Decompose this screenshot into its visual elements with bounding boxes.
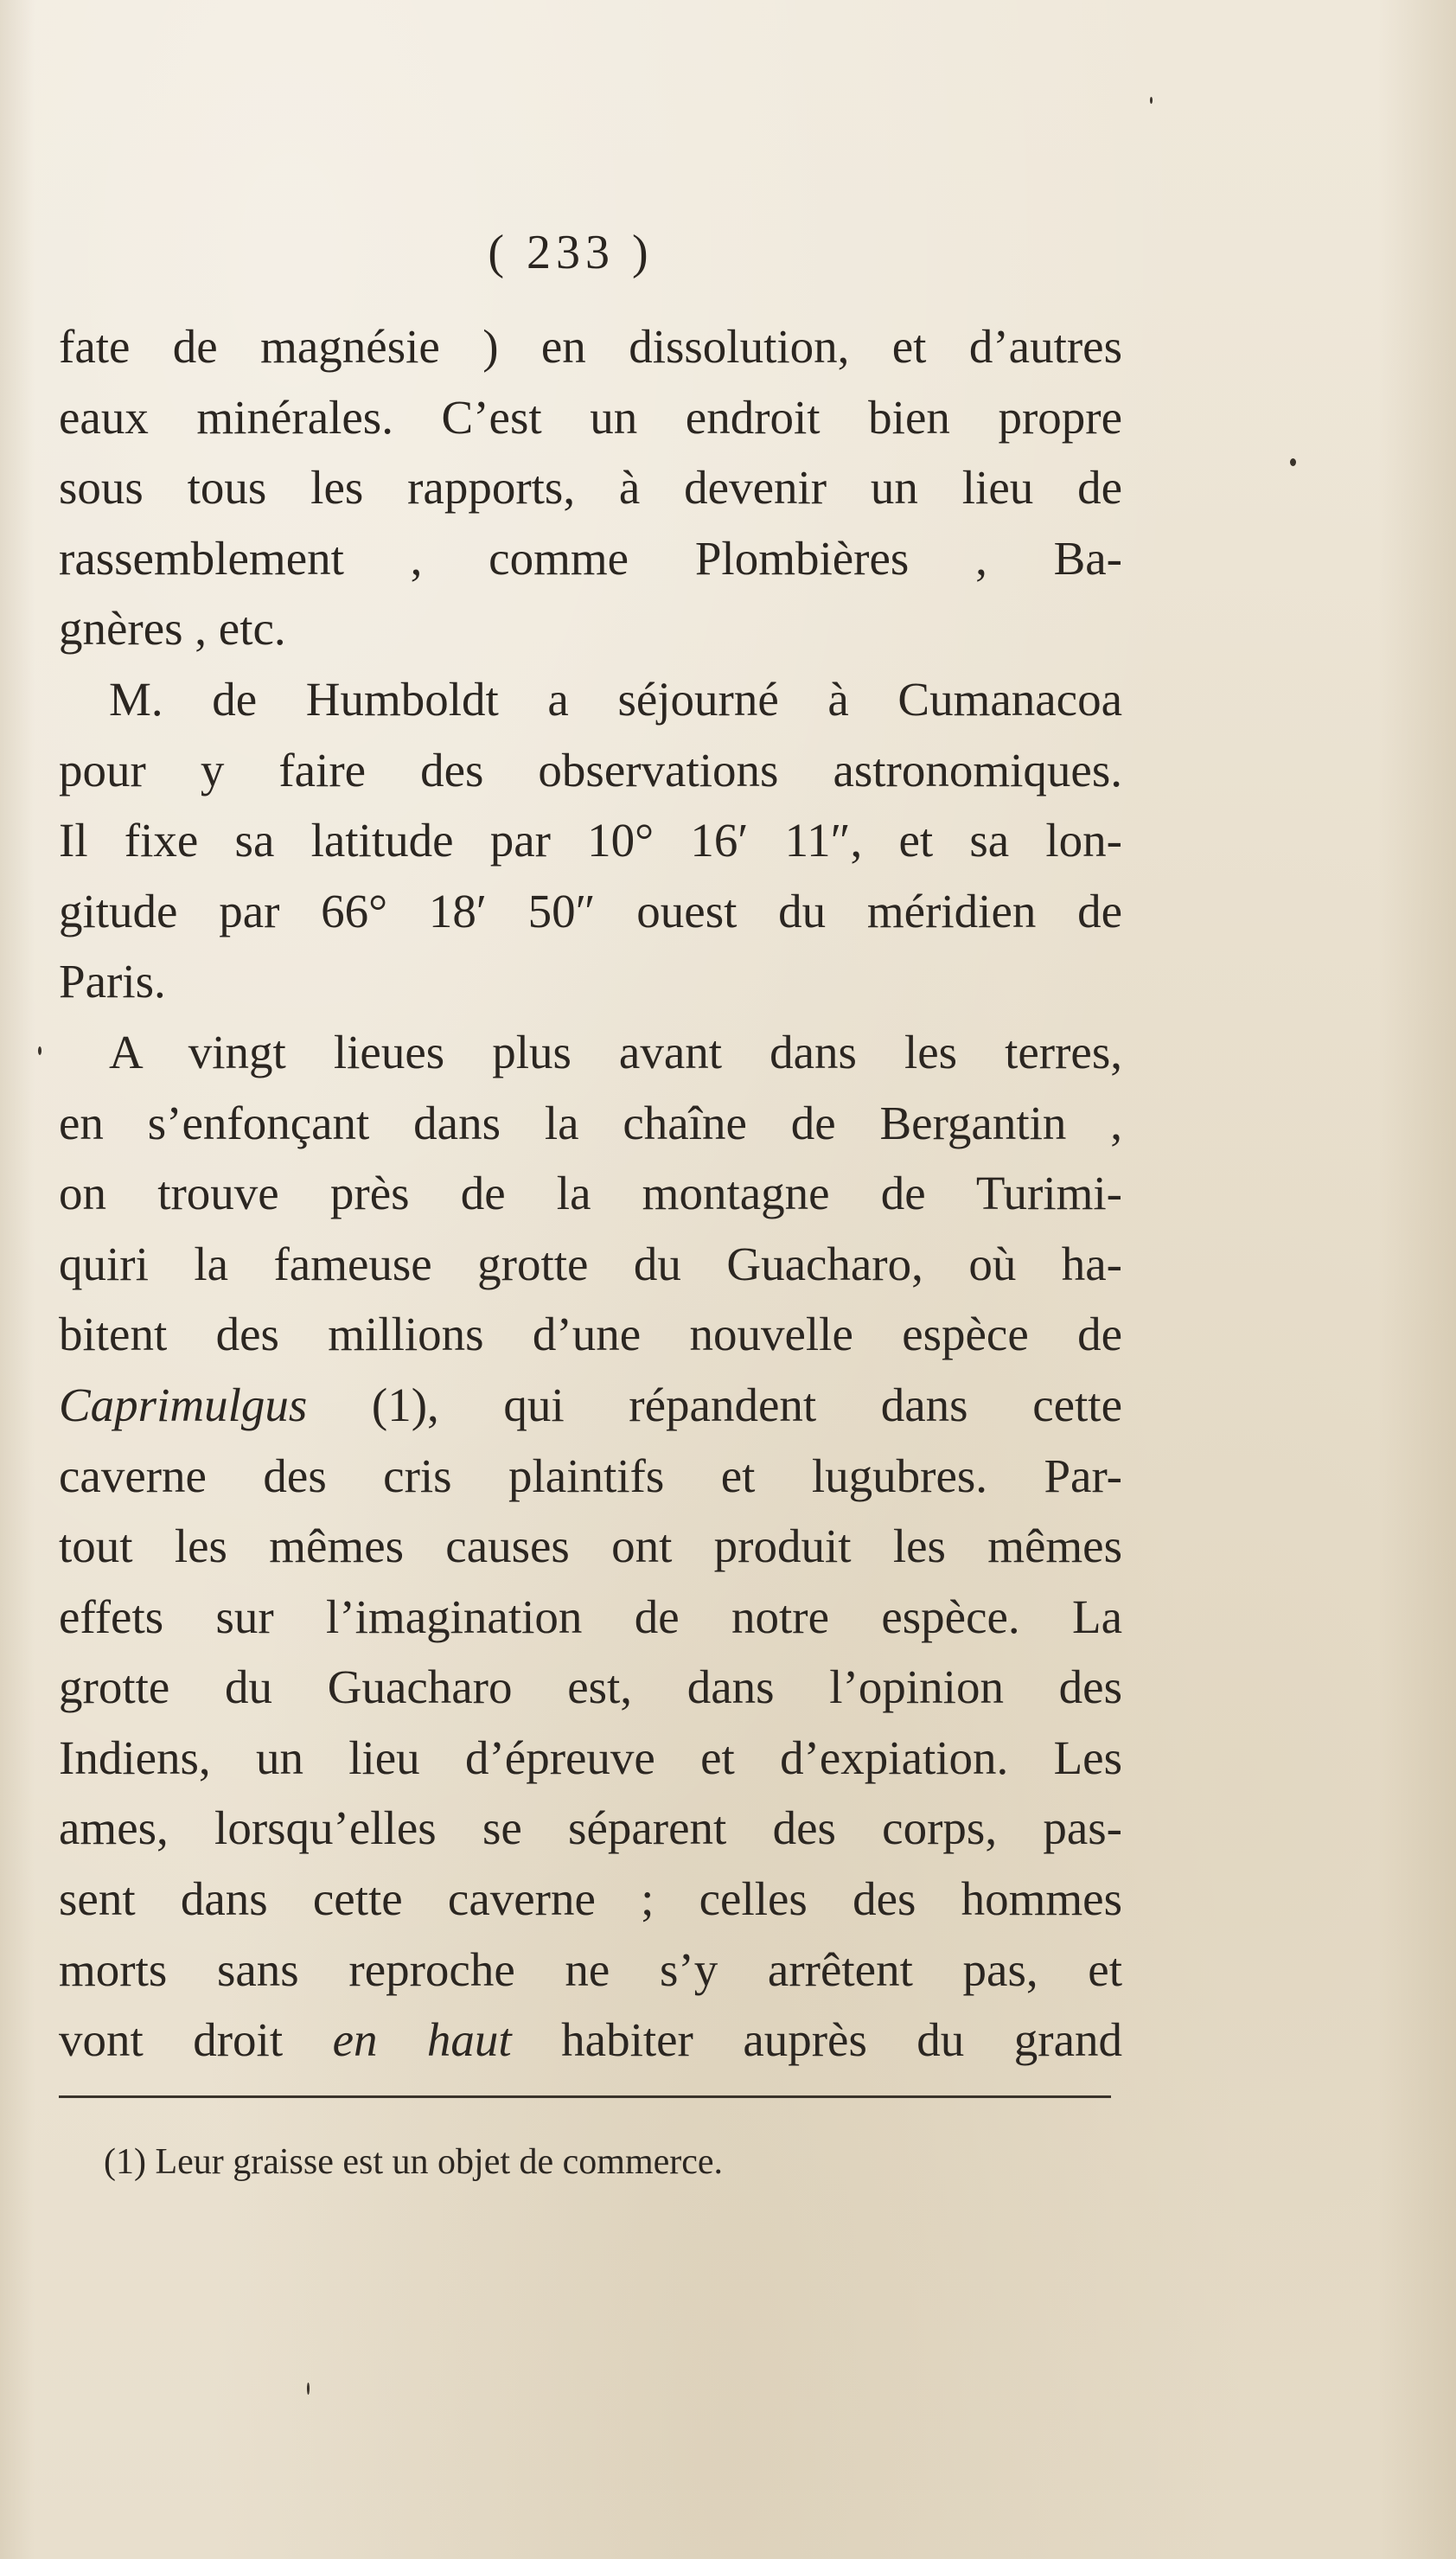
text-line: pour y faire des observations astronomiques. (59, 743, 1122, 796)
text-line: A vingt lieues plus avant dans les terres, (109, 1025, 1122, 1078)
text-line: fate de magnésie ) en dissolution, et d’autres (59, 320, 1122, 373)
text-line (59, 1370, 1122, 1441)
text-line: sous tous les rapports, à devenir un lieu de (59, 461, 1122, 515)
paper-speck (1150, 97, 1153, 104)
page-right-edge-shading (1378, 0, 1456, 2559)
text-line: grotte du Guacharo est, dans l’opinion des (59, 1660, 1122, 1714)
text-line: Paris. (59, 955, 166, 1008)
footnote-separator (59, 2095, 1111, 2098)
paper-speck (307, 2383, 310, 2395)
paper-speck (38, 1046, 42, 1055)
text-line: morts sans reproche ne s’y arrêtent pas, et (59, 1942, 1122, 1996)
text-line: Il fixe sa latitude par 10° 16′ 11″, et sa lon- (59, 814, 1122, 867)
page-left-edge-shading (0, 0, 35, 2559)
text-line: rassemblement , comme Plombières , Ba- (59, 531, 1122, 585)
text-segment: habiter auprès du grand (511, 2013, 1122, 2067)
text-line (59, 2005, 1122, 2076)
text-line: tout les mêmes causes ont produit les mêmes (59, 1519, 1122, 1573)
text-line: en s’enfonçant dans la chaîne de Bergantin , (59, 1096, 1122, 1149)
text-line: bitent des millions d’une nouvelle espèce de (59, 1308, 1122, 1361)
text-segment: vont droit (59, 2013, 333, 2067)
italic-text: en haut (332, 2013, 512, 2067)
text-line: sent dans cette caverne ; celles des hommes (59, 1872, 1122, 1926)
footnote: (1) Leur graisse est un objet de commerce. (104, 2142, 724, 2182)
text-line: Indiens, un lieu d’épreuve et d’expiation. Les (59, 1731, 1122, 1784)
body-text (59, 311, 1122, 2076)
italic-text: Caprimulgus (59, 1378, 308, 1431)
text-line: eaux minérales. C’est un endroit bien propre (59, 390, 1122, 444)
text-line: on trouve près de la montagne de Turimi- (59, 1167, 1122, 1220)
text-line: gitude par 66° 18′ 50″ ouest du méridien de (59, 884, 1122, 937)
text-line: effets sur l’imagination de notre espèce. La (59, 1590, 1122, 1643)
text-line: ames, lorsqu’elles se séparent des corps, pas- (59, 1801, 1122, 1855)
paper-speck (1290, 458, 1296, 466)
text-segment: (1), qui répandent dans cette (307, 1378, 1122, 1431)
text-line: gnères , etc. (59, 602, 286, 656)
text-line: quiri la fameuse grotte du Guacharo, où ha- (59, 1237, 1122, 1290)
text-line: M. de Humboldt a séjourné à Cumanacoa (109, 672, 1122, 726)
page-number: ( 233 ) (488, 226, 654, 279)
text-line: caverne des cris plaintifs et lugubres. Par- (59, 1449, 1122, 1502)
